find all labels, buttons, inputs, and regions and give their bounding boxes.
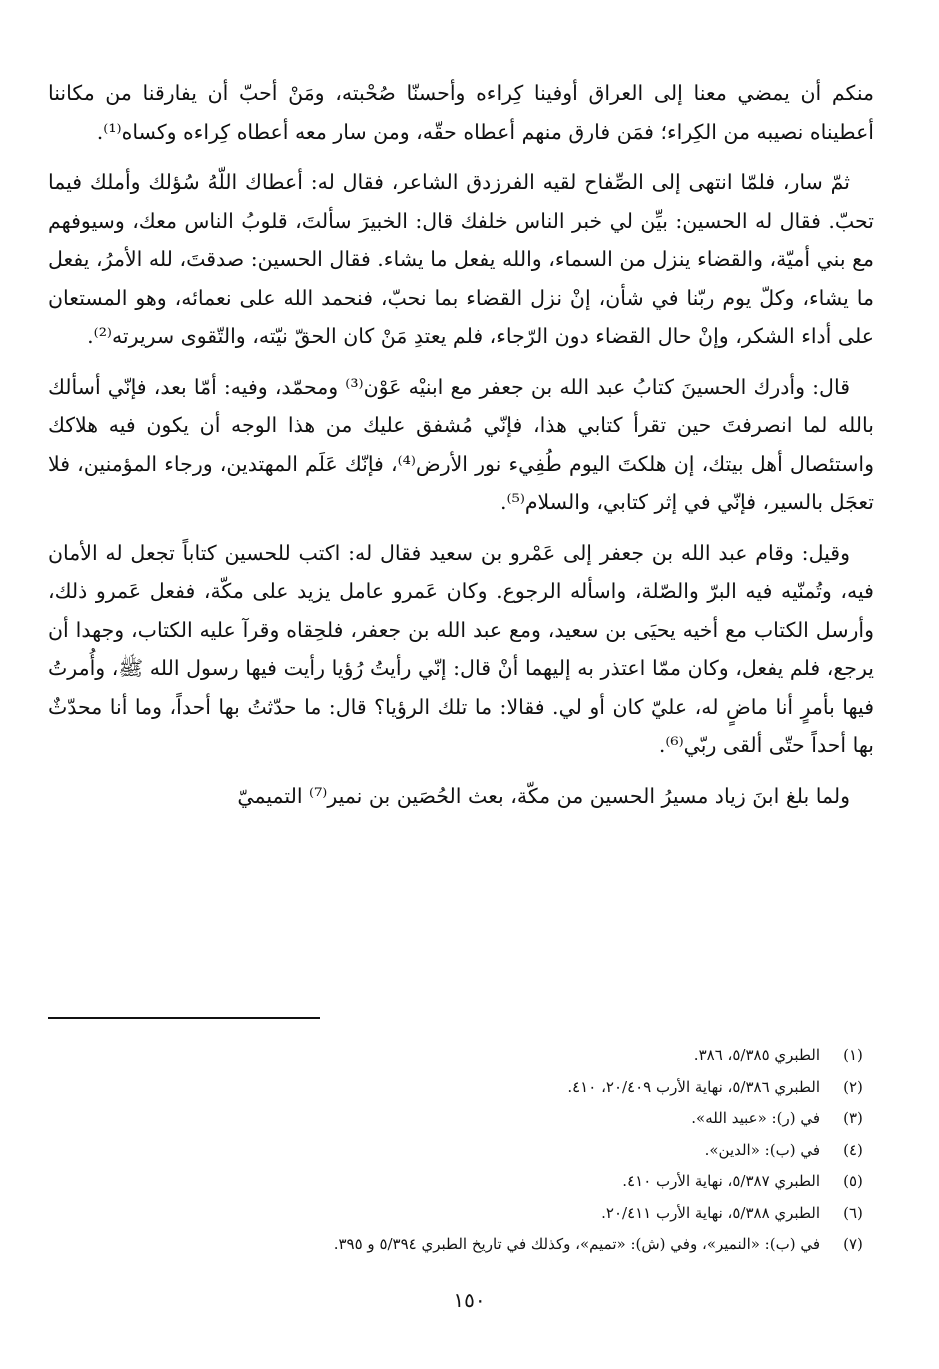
paragraph: قال: وأدرك الحسينَ كتابُ عبد الله بن جعفر مع ابنيْه عَوْن⁽³⁾ ومحمّد، وفيه: أمّا بعد، فإنّي أسألك بالله لما انصرفتَ حين تقرأ كتابي هذا، فإنّي مُشفق عليك من هذا الوجه أن يكون فيه هلاكك واستئصال أهل بيتك، إن هلكتَ اليوم طُفِيء نور الأرض⁽⁴⁾، فإنّك عَلَم المهتدين، ورجاء المؤمنين، فلا تعجَل بالسير، فإنّي في إثر كتابي، والسلام⁽⁵⁾.: [48, 374, 874, 514]
footnote-number: (٤): [843, 1140, 863, 1159]
footnote: [48, 1229, 874, 1261]
footnote: [48, 1166, 874, 1198]
paragraph: ثمّ سار، فلمّا انتهى إلى الصِّفاح لقيه الفرزدق الشاعر، فقال له: أعطاك اللّهُ سُؤلك وأملك فيما تحبّ. فقال له الحسين: بيِّن لي خبر الناس خلفك قال: الخبيرَ سألتَ، قلوبُ الناس معك، وسيوفهم مع بني أميّة، والقضاء ينزل من السماء، والله يفعل ما يشاء. فقال الحسين: صدقتَ، لله الأمرُ، يفعل ما يشاء، وكلّ يوم ربّنا في شأن، إنْ نزل القضاء بما نحبّ، فنحمد الله على نعمائه، وهو المستعان على أداء الشكر، وإنْ حال القضاء دون الرّجاء، فلم يعتدِ مَنْ كان الحقّ نيّته، والتّقوى سريرته⁽²⁾.: [48, 170, 874, 348]
footnote: [48, 1103, 874, 1135]
page-number: ١٥٠: [453, 1288, 486, 1312]
paragraph: منكم أن يمضي معنا إلى العراق أوفينا كِراءه وأحسنّا صُحْبته، ومَنْ أحبّ أن يفارقنا من مكاننا أعطيناه نصيبه من الكِراء؛ فمَن فارق منهم أعطاه حقّه، ومن سار معه أعطاه كِراءه وكساه⁽¹⁾.: [48, 81, 874, 144]
footnote: [48, 1135, 874, 1167]
main-text: [48, 74, 874, 827]
footnote-text: الطبري ٥/٣٨٦، نهاية الأرب ٢٠/٤٠٩، ٤١٠.: [567, 1077, 820, 1096]
paragraph: وقيل: وقام عبد الله بن جعفر إلى عَمْرو بن سعيد فقال له: اكتب للحسين كتاباً تجعل له الأمان فيه، وتُمنّيه فيه البرّ والصّلة، واسأله الرجوع. وكان عَمرو عامل يزيد على مكّة، ففعل عَمرو ذلك، وأرسل الكتاب مع أخيه يحيَى بن سعيد، ومع عبد الله بن جعفر، فلحِقاه وقرآ عليه الكتاب، وجهدا أن يرجع، فلم يفعل، وكان ممّا اعتذر به إليهما أنْ قال: إنّي رأيتُ رُؤيا رأيت فيها رسول الله ﷺ، وأُمرتُ فيها بأمرٍ أنا ماضٍ له، عليّ كان أو لي. فقالا: ما تلك الرؤيا؟ قال: ما حدّثتُ بها أحداً، وما أنا محدّثٌ بها أحداً حتّى ألقى ربّي⁽⁶⁾.: [48, 540, 874, 757]
footnote-number: (٣): [843, 1109, 863, 1127]
paragraph: ولما بلغ ابنَ زياد مسيرُ الحسين من مكّة، بعث الحُصَين بن نمير⁽⁷⁾ التميميّ: [237, 783, 850, 808]
footnote-text: الطبري ٥/٣٨٧، نهاية الأرب ٤١٠.: [622, 1172, 820, 1190]
footnote-text: الطبري ٥/٣٨٨، نهاية الأرب ٢٠/٤١١.: [601, 1203, 820, 1222]
footnote-text: في (ب): «الدين».: [704, 1140, 820, 1159]
footnotes: [48, 1040, 874, 1261]
footnote: [48, 1040, 874, 1072]
footnote-number: (٢): [843, 1077, 863, 1096]
footnote-text: في (ر): «عبيد الله».: [691, 1109, 820, 1127]
footnote-number: (٥): [843, 1172, 863, 1190]
footnote-number: (١): [843, 1046, 863, 1064]
footnote-number: (٧): [843, 1235, 863, 1253]
footnote-number: (٦): [843, 1203, 863, 1222]
footnote: [48, 1198, 874, 1230]
footnote-text: في (ب): «النمير»، وفي (ش): «تميم»، وكذلك في تاريخ الطبري ٥/٣٩٤ و ٣٩٥.: [333, 1235, 820, 1253]
footnote-divider: [48, 1017, 320, 1019]
footnote: [48, 1072, 874, 1104]
footnote-text: الطبري ٥/٣٨٥، ٣٨٦.: [693, 1046, 820, 1064]
